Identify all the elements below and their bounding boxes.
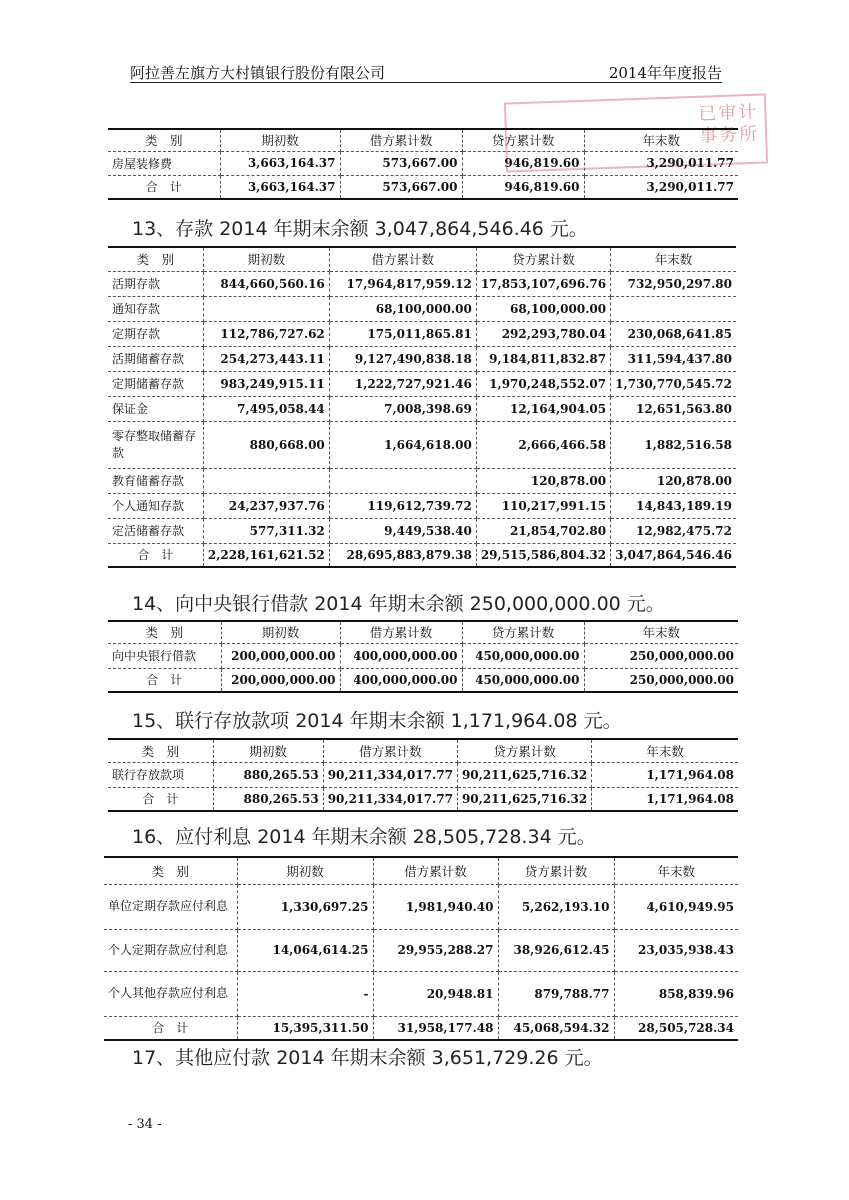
cell-value: 858,839.96: [614, 971, 738, 1016]
cell-value: 45,068,594.32: [498, 1016, 614, 1040]
column-header: 年末数: [584, 129, 738, 151]
section-14-title: 14、向中央银行借款 2014 年期末余额 250,000,000.00 元。: [132, 593, 665, 615]
section-17-title: 17、其他应付款 2014 年期末余额 3,651,729.26 元。: [132, 1047, 603, 1069]
section-16-title: 16、应付利息 2014 年期末余额 28,505,728.34 元。: [132, 826, 596, 848]
column-header: 类 别: [108, 247, 203, 271]
table-row: [108, 346, 736, 371]
cell-value: 110,217,991.15: [476, 493, 610, 518]
cell-value: 1,981,940.40: [373, 884, 498, 929]
cell-value: 1,664,618.00: [329, 421, 476, 468]
table-row: [104, 884, 738, 929]
stamp-line-1: 已审计: [698, 101, 759, 125]
column-header: 年末数: [614, 857, 738, 884]
cell-value: 4,610,949.95: [614, 884, 738, 929]
row-label: 零存整取储蓄存款: [108, 421, 203, 468]
column-header: 期初数: [221, 621, 340, 643]
cell-value: -: [237, 971, 373, 1016]
cell-value: 90,211,334,017.77: [323, 762, 457, 787]
cell-value: 254,273,443.11: [203, 346, 329, 371]
cell-value: 90,211,334,017.77: [323, 787, 457, 811]
table-row: [108, 151, 738, 175]
cell-value: 1,882,516.58: [611, 421, 736, 468]
column-header: 借方累计数: [340, 621, 462, 643]
cell-value: 20,948.81: [373, 971, 498, 1016]
cell-value: 175,011,865.81: [329, 321, 476, 346]
cell-value: 29,515,586,804.32: [476, 543, 610, 567]
column-header: 贷方累计数: [457, 739, 591, 762]
column-header: 借方累计数: [340, 129, 462, 151]
table-header-row: [108, 129, 738, 151]
cell-value: [611, 296, 736, 321]
column-header: 期初数: [213, 739, 323, 762]
cell-value: 9,184,811,832.87: [476, 346, 610, 371]
cell-value: 38,926,612.45: [498, 929, 614, 971]
row-label: 房屋装修费: [108, 151, 220, 175]
page-header: [130, 58, 722, 83]
table-row: [108, 371, 736, 396]
cell-value: 90,211,625,716.32: [457, 762, 591, 787]
column-header: 类 别: [108, 739, 213, 762]
row-label: 单位定期存款应付利息: [104, 884, 237, 929]
cell-value: 14,064,614.25: [237, 929, 373, 971]
cell-value: 732,950,297.80: [611, 271, 736, 296]
row-label: 教育储蓄存款: [108, 468, 203, 493]
column-header: 期初数: [237, 857, 373, 884]
cell-value: 21,854,702.80: [476, 518, 610, 543]
cell-value: [203, 296, 329, 321]
table-row: [108, 762, 738, 787]
bank-name: 阿拉善左旗方大村镇银行股份有限公司: [130, 64, 386, 82]
cell-value: 120,878.00: [611, 468, 736, 493]
table-row: [108, 321, 736, 346]
row-label: 通知存款: [108, 296, 203, 321]
section-15-title: 15、联行存放款项 2014 年期末余额 1,171,964.08 元。: [132, 710, 622, 732]
table-row: [108, 643, 738, 668]
cell-value: 9,449,538.40: [329, 518, 476, 543]
table-row: [108, 271, 736, 296]
cell-value: 400,000,000.00: [340, 643, 462, 668]
cell-value: 3,663,164.37: [220, 151, 340, 175]
cell-value: 1,222,727,921.46: [329, 371, 476, 396]
cell-value: 1,970,248,552.07: [476, 371, 610, 396]
table-row: [108, 396, 736, 421]
cell-value: 112,786,727.62: [203, 321, 329, 346]
row-label: 合 计: [108, 175, 220, 199]
section-13-title: 13、存款 2014 年期末余额 3,047,864,546.46 元。: [132, 218, 588, 240]
cell-value: 1,171,964.08: [592, 787, 738, 811]
table-central-bank-loans: [108, 620, 738, 693]
row-label: 个人通知存款: [108, 493, 203, 518]
column-header: 类 别: [108, 129, 220, 151]
cell-value: [329, 468, 476, 493]
cell-value: 573,667.00: [340, 175, 462, 199]
cell-value: 250,000,000.00: [584, 643, 738, 668]
table-header-row: [104, 857, 738, 884]
table-header-row: [108, 739, 738, 762]
cell-value: 28,695,883,879.38: [329, 543, 476, 567]
cell-value: 3,290,011.77: [584, 175, 738, 199]
cell-value: 12,164,904.05: [476, 396, 610, 421]
cell-value: 983,249,915.11: [203, 371, 329, 396]
cell-value: 879,788.77: [498, 971, 614, 1016]
cell-value: 450,000,000.00: [462, 643, 584, 668]
table-row: [108, 296, 736, 321]
cell-value: 9,127,490,838.18: [329, 346, 476, 371]
cell-value: 7,495,058.44: [203, 396, 329, 421]
cell-value: 5,262,193.10: [498, 884, 614, 929]
cell-value: 577,311.32: [203, 518, 329, 543]
column-header: 年末数: [611, 247, 736, 271]
total-row: [104, 1016, 738, 1040]
cell-value: 17,853,107,696.76: [476, 271, 610, 296]
cell-value: 200,000,000.00: [221, 668, 340, 692]
column-header: 贷方累计数: [462, 621, 584, 643]
cell-value: 1,171,964.08: [592, 762, 738, 787]
column-header: 年末数: [584, 621, 738, 643]
cell-value: 946,819.60: [462, 175, 584, 199]
column-header: 贷方累计数: [462, 129, 584, 151]
table-interbank-deposits: [108, 738, 738, 812]
stamp-line-2: 事务所: [698, 123, 760, 147]
cell-value: 15,395,311.50: [237, 1016, 373, 1040]
report-title: 2014年年度报告: [608, 64, 722, 82]
cell-value: 28,505,728.34: [614, 1016, 738, 1040]
row-label: 个人定期存款应付利息: [104, 929, 237, 971]
cell-value: 880,265.53: [213, 787, 323, 811]
column-header: 借方累计数: [329, 247, 476, 271]
row-label: 合 计: [108, 543, 203, 567]
cell-value: 844,660,560.16: [203, 271, 329, 296]
table-deposits: [108, 246, 736, 568]
cell-value: 3,047,864,546.46: [611, 543, 736, 567]
cell-value: 2,228,161,621.52: [203, 543, 329, 567]
cell-value: 90,211,625,716.32: [457, 787, 591, 811]
cell-value: 880,265.53: [213, 762, 323, 787]
cell-value: 1,730,770,545.72: [611, 371, 736, 396]
table-row: [104, 971, 738, 1016]
cell-value: 311,594,437.80: [611, 346, 736, 371]
cell-value: 119,612,739.72: [329, 493, 476, 518]
row-label: 定活储蓄存款: [108, 518, 203, 543]
page-number: - 34 -: [128, 1117, 162, 1132]
total-row: [108, 668, 738, 692]
row-label: 合 计: [104, 1016, 237, 1040]
row-label: 定期存款: [108, 321, 203, 346]
column-header: 期初数: [220, 129, 340, 151]
cell-value: 573,667.00: [340, 151, 462, 175]
table-header-row: [108, 621, 738, 643]
row-label: 个人其他存款应付利息: [104, 971, 237, 1016]
column-header: 类 别: [108, 621, 221, 643]
row-label: 联行存放款项: [108, 762, 213, 787]
cell-value: 14,843,189.19: [611, 493, 736, 518]
row-label: 向中央银行借款: [108, 643, 221, 668]
table-row: [104, 929, 738, 971]
cell-value: 880,668.00: [203, 421, 329, 468]
cell-value: [203, 468, 329, 493]
column-header: 期初数: [203, 247, 329, 271]
table-interest-payable: [104, 856, 738, 1041]
cell-value: 1,330,697.25: [237, 884, 373, 929]
table-header-row: [108, 247, 736, 271]
table-row: [108, 468, 736, 493]
table-row: [108, 518, 736, 543]
cell-value: 200,000,000.00: [221, 643, 340, 668]
row-label: 合 计: [108, 787, 213, 811]
cell-value: 946,819.60: [462, 151, 584, 175]
cell-value: 450,000,000.00: [462, 668, 584, 692]
cell-value: 400,000,000.00: [340, 668, 462, 692]
cell-value: 12,982,475.72: [611, 518, 736, 543]
cell-value: 250,000,000.00: [584, 668, 738, 692]
column-header: 类 别: [104, 857, 237, 884]
cell-value: 230,068,641.85: [611, 321, 736, 346]
row-label: 保证金: [108, 396, 203, 421]
cell-value: 292,293,780.04: [476, 321, 610, 346]
cell-value: 24,237,937.76: [203, 493, 329, 518]
cell-value: 23,035,938.43: [614, 929, 738, 971]
cell-value: 3,290,011.77: [584, 151, 738, 175]
cell-value: 17,964,817,959.12: [329, 271, 476, 296]
total-row: [108, 175, 738, 199]
cell-value: 3,663,164.37: [220, 175, 340, 199]
cell-value: 68,100,000.00: [329, 296, 476, 321]
table-row: [108, 493, 736, 518]
column-header: 贷方累计数: [498, 857, 614, 884]
cell-value: 120,878.00: [476, 468, 610, 493]
column-header: 借方累计数: [323, 739, 457, 762]
cell-value: 29,955,288.27: [373, 929, 498, 971]
cell-value: 12,651,563.80: [611, 396, 736, 421]
cell-value: 2,666,466.58: [476, 421, 610, 468]
column-header: 年末数: [592, 739, 738, 762]
table-decoration-expenses: [108, 128, 738, 200]
row-label: 定期储蓄存款: [108, 371, 203, 396]
row-label: 活期储蓄存款: [108, 346, 203, 371]
table-row: [108, 421, 736, 468]
column-header: 贷方累计数: [476, 247, 610, 271]
cell-value: 7,008,398.69: [329, 396, 476, 421]
cell-value: 31,958,177.48: [373, 1016, 498, 1040]
cell-value: 68,100,000.00: [476, 296, 610, 321]
total-row: [108, 543, 736, 567]
row-label: 活期存款: [108, 271, 203, 296]
column-header: 借方累计数: [373, 857, 498, 884]
total-row: [108, 787, 738, 811]
row-label: 合 计: [108, 668, 221, 692]
